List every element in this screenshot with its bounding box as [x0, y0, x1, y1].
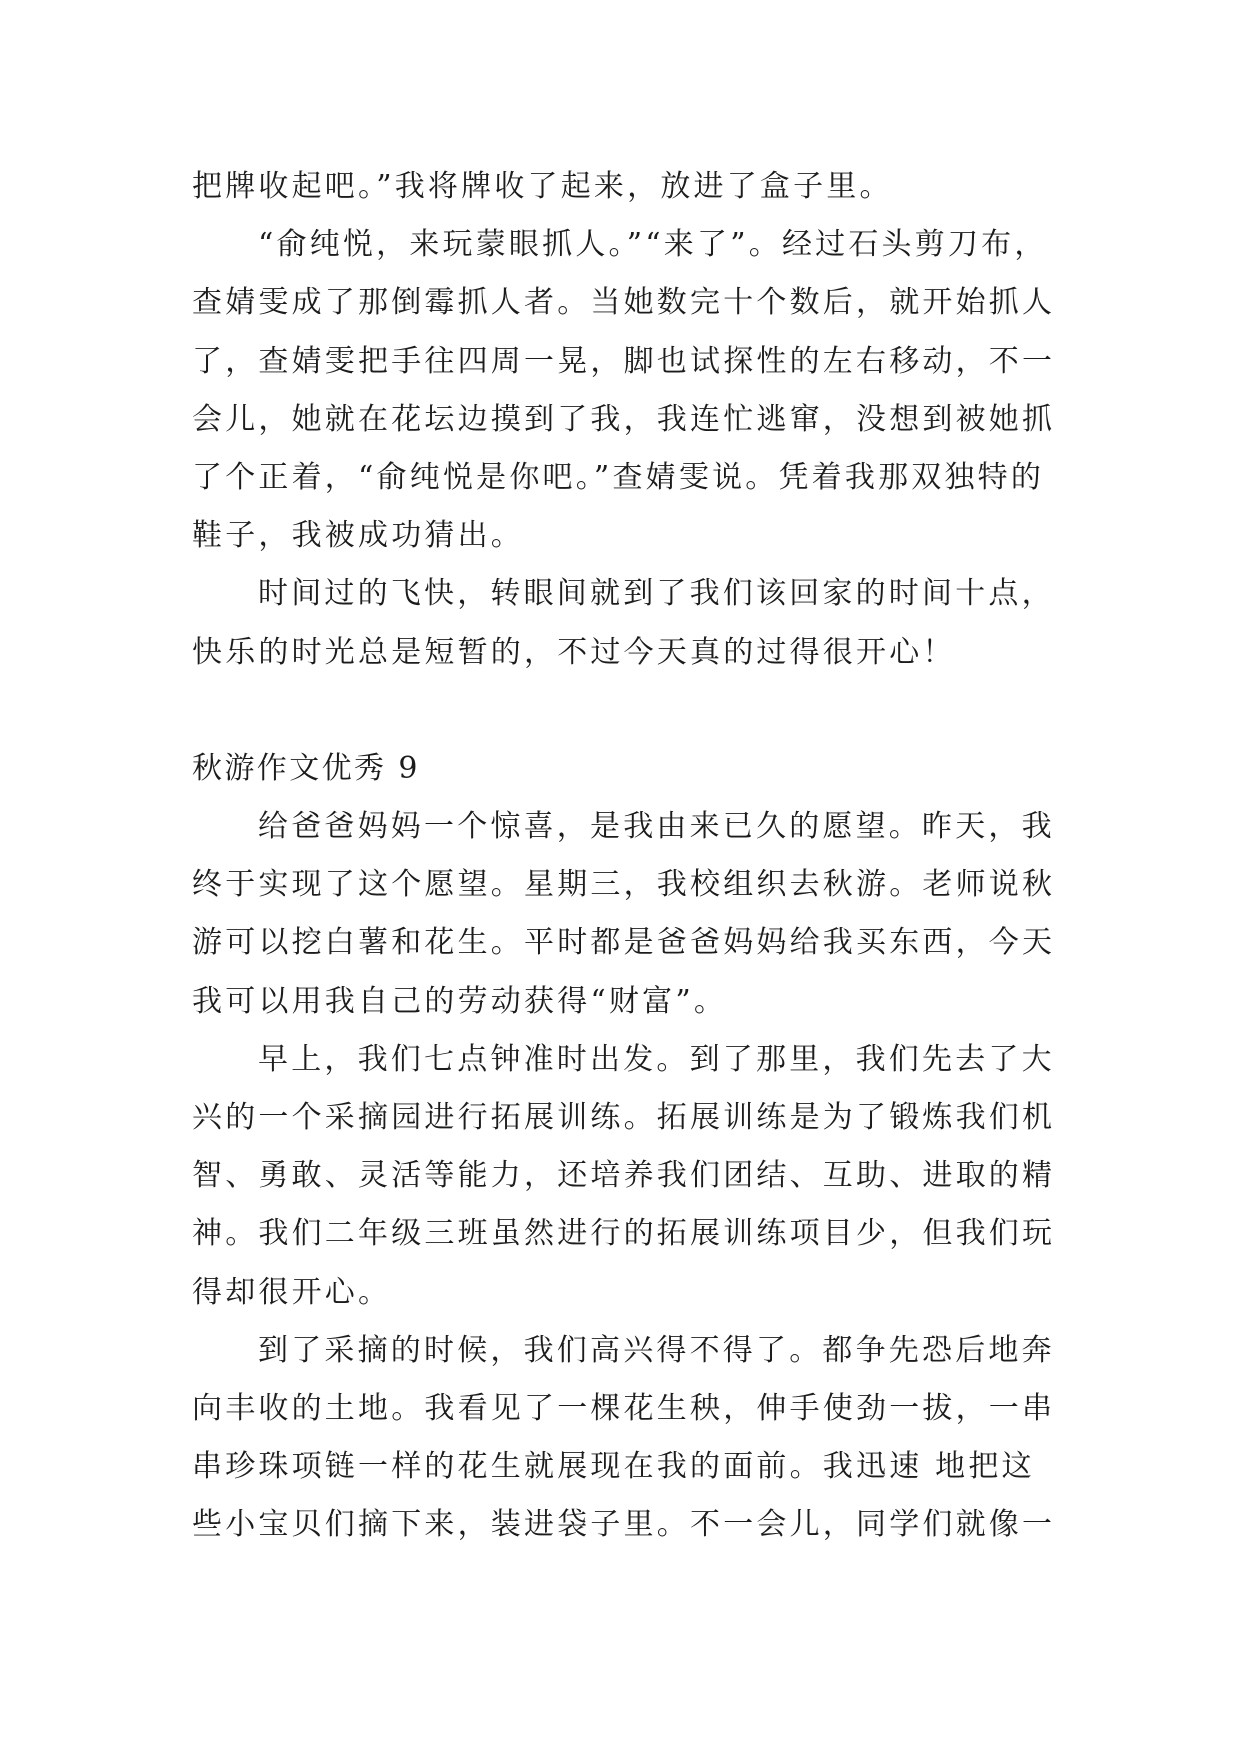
text-line: 了个正着，“俞纯悦是你吧。”查婧雯说。凭着我那双独特的	[192, 459, 1045, 495]
paragraph-harvest	[192, 1322, 1062, 1555]
text-line: “俞纯悦，来玩蒙眼抓人。”“来了”。经过石头剪刀布，	[258, 227, 1048, 263]
text-line: 神。我们二年级三班虽然进行的拓展训练项目少，但我们玩	[192, 1216, 1056, 1252]
document-body	[192, 158, 1062, 1555]
blank-line	[192, 682, 1062, 740]
text-line: 早上，我们七点钟准时出发。到了那里，我们先去了大	[258, 1041, 1055, 1077]
text-line: 终于实现了这个愿望。星期三，我校组织去秋游。老师说秋	[192, 867, 1056, 903]
text-line: 鞋子，我被成功猜出。	[192, 518, 524, 554]
text-line: 智、勇敢、灵活等能力，还培养我们团结、互助、进取的精	[192, 1158, 1056, 1194]
paragraph-catch-game	[192, 216, 1062, 565]
paragraph-going-home	[192, 565, 1062, 681]
text-line: 兴的一个采摘园进行拓展训练。拓展训练是为了锻炼我们机	[192, 1100, 1056, 1135]
text-line: 到了采摘的时候，我们高兴得不得了。都争先恐后地奔	[258, 1332, 1055, 1368]
text-line: 查婧雯成了那倒霉抓人者。当她数完十个数后，就开始抓人	[192, 285, 1056, 321]
text-line: 得却很开心。	[192, 1274, 392, 1310]
text-line: 串珍珠项链一样的花生就展现在我的面前。我迅速 地把这	[192, 1449, 1035, 1485]
text-line: 了，查婧雯把手往四周一晃，脚也试探性的左右移动，不一	[192, 343, 1056, 379]
text-line: 给爸爸妈妈一个惊喜，是我由来已久的愿望。昨天，我	[258, 809, 1055, 845]
text-line: 我可以用我自己的劳动获得“财富”。	[192, 983, 728, 1019]
text-line: 会儿，她就在花坛边摸到了我，我连忙逃窜，没想到被她抓	[192, 401, 1056, 437]
text-line: 时间过的飞快，转眼间就到了我们该回家的时间十点，	[258, 576, 1055, 612]
paragraph-training	[192, 1031, 1062, 1322]
text-line: 些小宝贝们摘下来，装进袋子里。不一会儿，同学们就像一	[192, 1507, 1056, 1543]
paragraph-wish	[192, 798, 1062, 1031]
text-line: 把牌收起吧。”我将牌收了起来，放进了盒子里。	[192, 169, 893, 204]
text-line: 游可以挖白薯和花生。平时都是爸爸妈妈给我买东西，今天	[192, 925, 1056, 961]
text-line: 向丰收的土地。我看见了一棵花生秧，伸手使劲一拔，一串	[192, 1390, 1056, 1426]
text-line: 快乐的时光总是短暂的，不过今天真的过得很开心！	[192, 634, 956, 670]
section-title: 秋游作文优秀 9	[192, 750, 420, 786]
